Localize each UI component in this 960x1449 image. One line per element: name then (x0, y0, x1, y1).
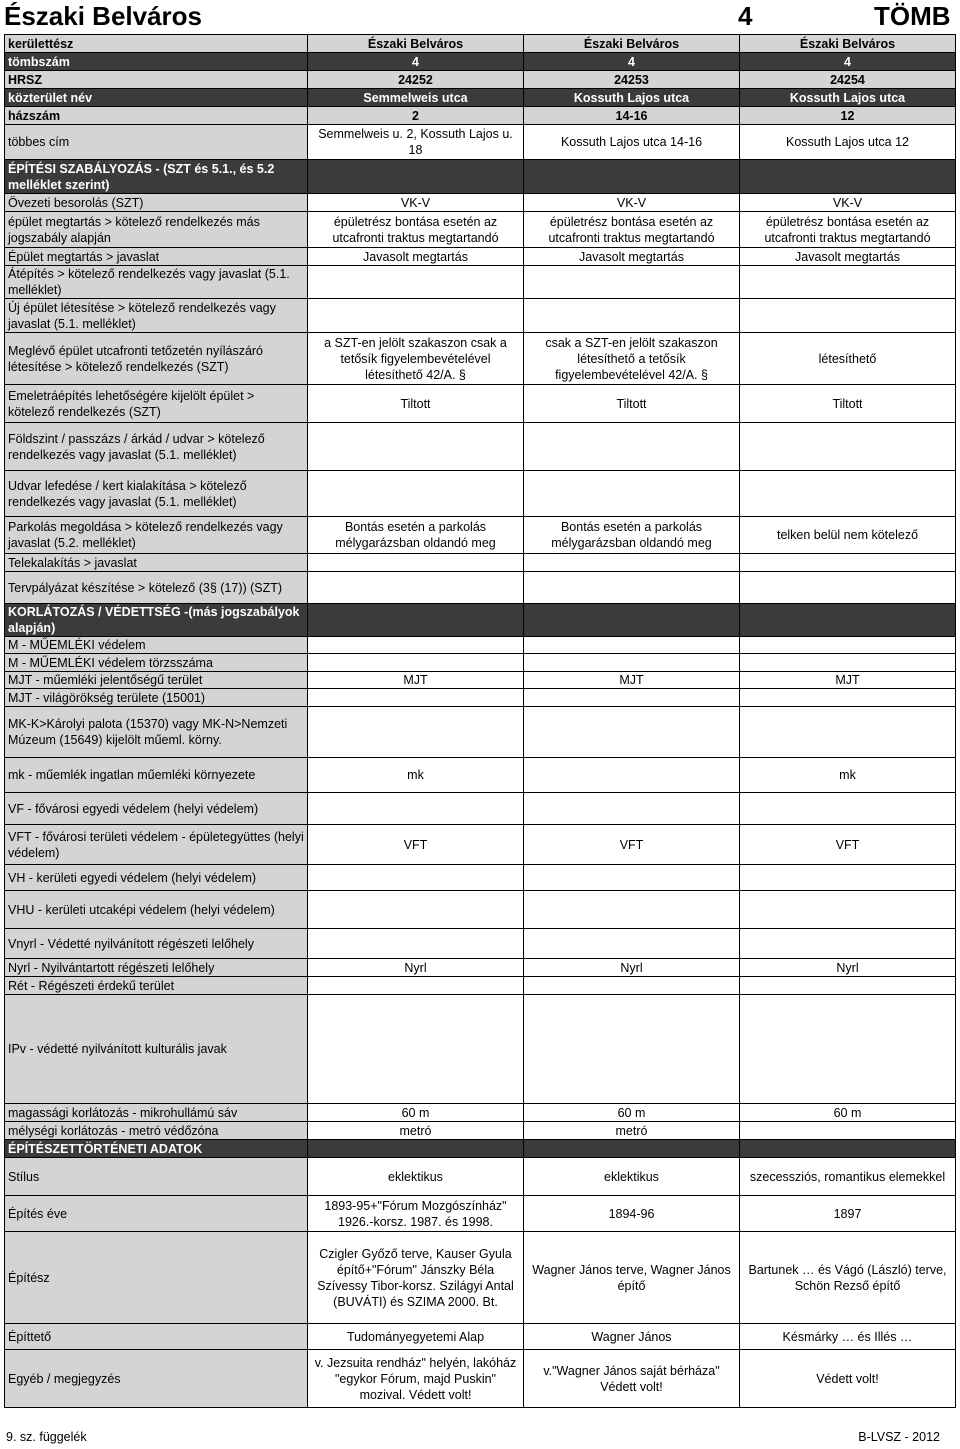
row-value: VFT (740, 825, 956, 865)
row-label: Stílus (5, 1158, 308, 1196)
row-value (524, 160, 740, 194)
row-value: Kossuth Lajos utca 14-16 (524, 125, 740, 160)
row-value: Bontás esetén a parkolás mélygarázsban oldandó meg (524, 517, 740, 554)
row-label: KORLÁTOZÁS / VÉDETTSÉG -(más jogszabályok alapján) (5, 604, 308, 637)
row-value (308, 689, 524, 707)
table-row (5, 891, 956, 929)
row-label: kerülettész (5, 35, 308, 53)
row-value (740, 1122, 956, 1140)
row-value: eklektikus (308, 1158, 524, 1196)
row-value (524, 891, 740, 929)
row-value: VK-V (740, 194, 956, 212)
table-row (5, 1350, 956, 1408)
row-value (524, 758, 740, 793)
footer-left: 9. sz. függelék (6, 1430, 87, 1444)
row-value (740, 637, 956, 654)
row-label: Építés éve (5, 1196, 308, 1232)
table-row (5, 1324, 956, 1350)
row-value (524, 299, 740, 333)
row-label: magassági korlátozás - mikrohullámú sáv (5, 1104, 308, 1122)
row-value: Tiltott (308, 385, 524, 423)
table-row (5, 53, 956, 71)
row-value (740, 707, 956, 758)
row-value: 60 m (740, 1104, 956, 1122)
row-value (740, 891, 956, 929)
row-label: Épület megtartás > javaslat (5, 248, 308, 266)
row-label: M - MŰEMLÉKI védelem (5, 637, 308, 654)
row-label: Egyéb / megjegyzés (5, 1350, 308, 1408)
table-row (5, 471, 956, 517)
row-label: ÉPÍTÉSI SZABÁLYOZÁS - (SZT és 5.1., és 5.2 melléklet szerint) (5, 160, 308, 194)
row-value (524, 471, 740, 517)
row-label: HRSZ (5, 71, 308, 89)
row-value: Északi Belváros (524, 35, 740, 53)
table-row (5, 160, 956, 194)
row-value (308, 423, 524, 471)
row-label: Udvar lefedése / kert kialakítása > kötelező rendelkezés vagy javaslat (5.1. melléklet) (5, 471, 308, 517)
row-value (740, 995, 956, 1104)
row-value (740, 1140, 956, 1158)
table-row (5, 689, 956, 707)
row-value (308, 707, 524, 758)
row-value (524, 995, 740, 1104)
table-row (5, 1122, 956, 1140)
row-value: a SZT-en jelölt szakaszon csak a tetősík figyelembevételével létesíthető 42/A. § (308, 333, 524, 385)
table-row (5, 959, 956, 977)
row-label: M - MŰEMLÉKI védelem törzsszáma (5, 654, 308, 672)
row-value: épületrész bontása esetén az utcafronti traktus megtartandó (308, 212, 524, 248)
row-value: 4 (308, 53, 524, 71)
row-value (308, 604, 524, 637)
row-label: közterület név (5, 89, 308, 107)
row-label: IPv - védetté nyilvánított kulturális javak (5, 995, 308, 1104)
row-value: Kossuth Lajos utca 12 (740, 125, 956, 160)
table-row (5, 1104, 956, 1122)
row-value (524, 929, 740, 959)
row-value: mk (740, 758, 956, 793)
row-value (740, 977, 956, 995)
table-row (5, 758, 956, 793)
row-value (308, 654, 524, 672)
table-row (5, 654, 956, 672)
row-value: Wagner János (524, 1324, 740, 1350)
row-value (524, 1140, 740, 1158)
row-value: szecessziós, romantikus elemekkel (740, 1158, 956, 1196)
table-row (5, 212, 956, 248)
table-row (5, 825, 956, 865)
row-value: 24252 (308, 71, 524, 89)
row-value: Javasolt megtartás (308, 248, 524, 266)
row-value: v. Jezsuita rendház" helyén, lakóház "egykor Fórum, majd Puskin" mozival. Védett volt! (308, 1350, 524, 1408)
table-row (5, 266, 956, 299)
row-value: Késmárky … és Illés … (740, 1324, 956, 1350)
row-value: Javasolt megtartás (740, 248, 956, 266)
row-label: Építész (5, 1232, 308, 1324)
table-row (5, 572, 956, 604)
table-row (5, 517, 956, 554)
row-label: MK-K>Károlyi palota (15370) vagy MK-N>Nemzeti Múzeum (15649) kijelölt műeml. körny. (5, 707, 308, 758)
row-label: Parkolás megoldása > kötelező rendelkezés vagy javaslat (5.2. melléklet) (5, 517, 308, 554)
row-value (524, 793, 740, 825)
row-value: 60 m (524, 1104, 740, 1122)
row-value (308, 1140, 524, 1158)
table-row (5, 248, 956, 266)
row-label: Meglévő épület utcafronti tetőzetén nyílászáró létesítése > kötelező rendelkezés (SZT) (5, 333, 308, 385)
row-label: VFT - fővárosi területi védelem - épületegyüttes (helyi védelem) (5, 825, 308, 865)
row-value (524, 266, 740, 299)
row-label: Tervpályázat készítése > kötelező (3§ (17)) (SZT) (5, 572, 308, 604)
row-label: mk - műemlék ingatlan műemléki környezete (5, 758, 308, 793)
row-value: VFT (524, 825, 740, 865)
row-value: Nyrl (740, 959, 956, 977)
row-value: épületrész bontása esetén az utcafronti traktus megtartandó (524, 212, 740, 248)
block-data-table (4, 34, 956, 1408)
row-value (740, 865, 956, 891)
table-row (5, 929, 956, 959)
row-value: Tiltott (524, 385, 740, 423)
row-label: MJT - világörökség területe (15001) (5, 689, 308, 707)
row-value: VK-V (308, 194, 524, 212)
row-value (740, 266, 956, 299)
table-row (5, 672, 956, 689)
row-label: mélységi korlátozás - metró védőzóna (5, 1122, 308, 1140)
row-value: Nyrl (524, 959, 740, 977)
table-row (5, 89, 956, 107)
row-value: 14-16 (524, 107, 740, 125)
table-row (5, 707, 956, 758)
table-row (5, 1232, 956, 1324)
row-value (524, 977, 740, 995)
row-label: épület megtartás > kötelező rendelkezés más jogszabály alapján (5, 212, 308, 248)
row-label: házszám (5, 107, 308, 125)
row-value: 4 (740, 53, 956, 71)
row-value (740, 423, 956, 471)
row-value (308, 995, 524, 1104)
row-value: MJT (308, 672, 524, 689)
row-value (308, 929, 524, 959)
row-value (524, 423, 740, 471)
table-row (5, 554, 956, 572)
row-value: Czigler Győző terve, Kauser Gyula építő+"Fórum" Jánszky Béla Szívessy Tibor-korsz. Szilágyi Antal (BUVÁTI) és SZIMA 2000. Bt. (308, 1232, 524, 1324)
row-label: többes cím (5, 125, 308, 160)
row-value (308, 160, 524, 194)
row-value: 24254 (740, 71, 956, 89)
row-value (308, 793, 524, 825)
row-value (524, 554, 740, 572)
row-value: Javasolt megtartás (524, 248, 740, 266)
row-value (740, 572, 956, 604)
row-value (308, 299, 524, 333)
row-value (308, 637, 524, 654)
table-row (5, 793, 956, 825)
table-row (5, 1196, 956, 1232)
row-value: MJT (524, 672, 740, 689)
table-row (5, 1140, 956, 1158)
row-value: 12 (740, 107, 956, 125)
row-label: VH - kerületi egyedi védelem (helyi védelem) (5, 865, 308, 891)
row-label: Vnyrl - Védetté nyilvánított régészeti lelőhely (5, 929, 308, 959)
row-value (740, 604, 956, 637)
row-label: Átépítés > kötelező rendelkezés vagy javaslat (5.1. melléklet) (5, 266, 308, 299)
table-row (5, 637, 956, 654)
row-value (524, 572, 740, 604)
row-value: 1897 (740, 1196, 956, 1232)
row-label: ÉPÍTÉSZETTÖRTÉNETI ADATOK (5, 1140, 308, 1158)
row-value (524, 654, 740, 672)
row-value (308, 572, 524, 604)
table-row (5, 194, 956, 212)
row-value (308, 977, 524, 995)
row-label: Emeletráépítés lehetőségére kijelölt épület > kötelező rendelkezés (SZT) (5, 385, 308, 423)
row-value (740, 160, 956, 194)
row-value: Semmelweis u. 2, Kossuth Lajos u. 18 (308, 125, 524, 160)
row-label: Új épület létesítése > kötelező rendelkezés vagy javaslat (5.1. melléklet) (5, 299, 308, 333)
row-value: épületrész bontása esetén az utcafronti traktus megtartandó (740, 212, 956, 248)
row-value: Semmelweis utca (308, 89, 524, 107)
row-value (524, 604, 740, 637)
row-label: tömbszám (5, 53, 308, 71)
row-value: 1893-95+"Fórum Mozgószínház" 1926.-korsz. 1987. és 1998. (308, 1196, 524, 1232)
table-row (5, 35, 956, 53)
table-row (5, 423, 956, 471)
row-value: Wagner János terve, Wagner János építő (524, 1232, 740, 1324)
row-value (740, 299, 956, 333)
row-value: 2 (308, 107, 524, 125)
row-value (740, 929, 956, 959)
row-value: Tudományegyetemi Alap (308, 1324, 524, 1350)
row-label: MJT - műemléki jelentőségű terület (5, 672, 308, 689)
row-value (308, 471, 524, 517)
table-row (5, 1158, 956, 1196)
table-row (5, 107, 956, 125)
row-value: Tiltott (740, 385, 956, 423)
row-value: Bontás esetén a parkolás mélygarázsban oldandó meg (308, 517, 524, 554)
block-number: 4 (738, 1, 753, 31)
row-label: Rét - Régészeti érdekű terület (5, 977, 308, 995)
row-value: Kossuth Lajos utca (524, 89, 740, 107)
district-title: Északi Belváros (4, 1, 203, 31)
row-value (740, 654, 956, 672)
row-value: MJT (740, 672, 956, 689)
row-label: VHU - kerületi utcaképi védelem (helyi védelem) (5, 891, 308, 929)
row-value (740, 471, 956, 517)
row-value: Nyrl (308, 959, 524, 977)
row-value: létesíthető (740, 333, 956, 385)
table-row (5, 977, 956, 995)
table-row (5, 385, 956, 423)
table-row (5, 865, 956, 891)
row-value (308, 865, 524, 891)
row-value (524, 865, 740, 891)
table-row (5, 71, 956, 89)
row-value (524, 637, 740, 654)
table-row (5, 299, 956, 333)
row-value: 60 m (308, 1104, 524, 1122)
row-value (524, 707, 740, 758)
row-value: csak a SZT-en jelölt szakaszon létesíthető a tetősík figyelembevételével 42/A. § (524, 333, 740, 385)
row-value: VFT (308, 825, 524, 865)
footer-right: B-LVSZ - 2012 (858, 1430, 940, 1444)
row-label: Nyrl - Nyilvántartott régészeti lelőhely (5, 959, 308, 977)
row-label: VF - fővárosi egyedi védelem (helyi védelem) (5, 793, 308, 825)
row-value: Bartunek … és Vágó (László) terve, Schön Rezső építő (740, 1232, 956, 1324)
row-value (308, 266, 524, 299)
row-value (308, 891, 524, 929)
row-value: metró (524, 1122, 740, 1140)
row-value: mk (308, 758, 524, 793)
row-label: Övezeti besorolás (SZT) (5, 194, 308, 212)
row-value: 24253 (524, 71, 740, 89)
row-value: 1894-96 (524, 1196, 740, 1232)
row-value (740, 793, 956, 825)
table-row (5, 333, 956, 385)
row-value: v."Wagner János saját bérháza" Védett volt! (524, 1350, 740, 1408)
row-value: Északi Belváros (740, 35, 956, 53)
row-value: Kossuth Lajos utca (740, 89, 956, 107)
page-header (0, 0, 960, 34)
row-value: 4 (524, 53, 740, 71)
row-value (308, 554, 524, 572)
row-label: Építtető (5, 1324, 308, 1350)
row-label: Telekalakítás > javaslat (5, 554, 308, 572)
row-label: Földszint / passzázs / árkád / udvar > kötelező rendelkezés vagy javaslat (5.1. melléklet) (5, 423, 308, 471)
row-value: eklektikus (524, 1158, 740, 1196)
block-kind: TÖMB (874, 1, 951, 31)
row-value: VK-V (524, 194, 740, 212)
row-value (524, 689, 740, 707)
row-value: Északi Belváros (308, 35, 524, 53)
row-value: telken belül nem kötelező (740, 517, 956, 554)
row-value: Védett volt! (740, 1350, 956, 1408)
row-value: metró (308, 1122, 524, 1140)
row-value (740, 554, 956, 572)
table-row (5, 995, 956, 1104)
table-row (5, 125, 956, 160)
row-value (740, 689, 956, 707)
table-row (5, 604, 956, 637)
